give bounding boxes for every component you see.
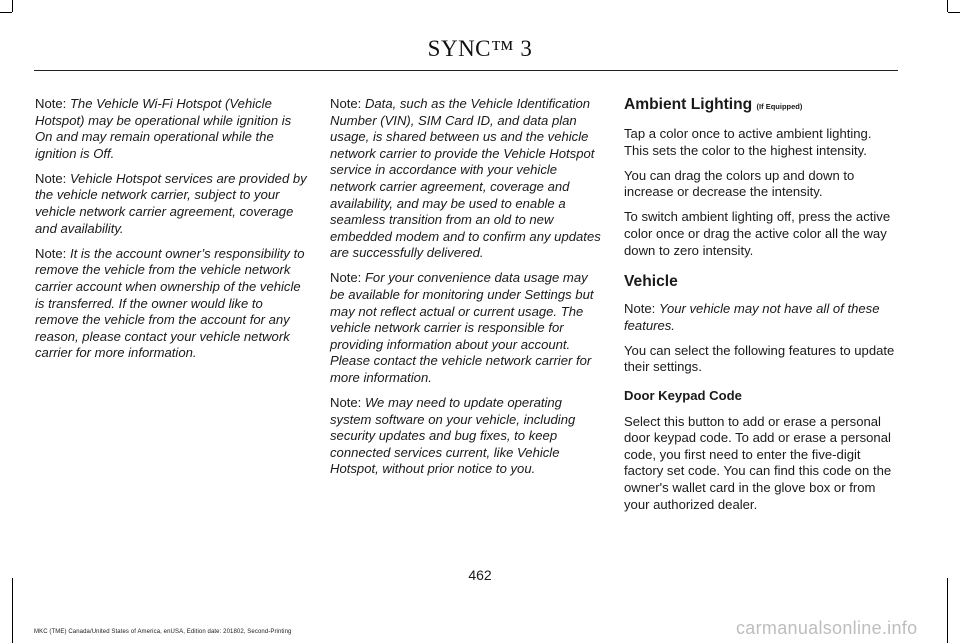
body-paragraph: Select this button to add or erase a personal door keypad code. To add or erase a personal code, you first need to enter the five-digit factory set code. You can find this code on the owner's wallet card in the glove box or from your authorized dealer. [624, 413, 892, 512]
note-text: For your convenience data usage may be available for monitoring under Settings but may not reflect actual or current usage. The vehicle network carrier is responsible for providing information about your account. Please contact the vehicle network carrier for more information. [330, 270, 594, 385]
note-text: Data, such as the Vehicle Identification Number (VIN), SIM Card ID, and data plan usage, is shared between us and the vehicle network carrier to provide the Vehicle Hotspot service in accordance with your vehicle network carrier agreement, coverage and availability, and may be used to enable a seamless transition from an old to new embedded modem and to confirm any updates are successfully delivered. [330, 96, 601, 261]
header-divider [34, 70, 898, 71]
body-paragraph: Tap a color once to active ambient lighting. This sets the color to the highest intensity. [624, 126, 872, 158]
if-equipped-label: (If Equipped) [756, 102, 803, 111]
crop-mark [12, 0, 13, 12]
column-2 [330, 96, 602, 487]
note-paragraph [330, 270, 602, 386]
note-text: We may need to update operating system software on your vehicle, including security updates and bug fixes, to keep connected services current, like Vehicle Hotspot, without prior notice to you. [330, 395, 576, 477]
page-number: 462 [468, 567, 492, 583]
footer-edition-info: MKC (TME) Canada/United States of America, enUSA, Edition date: 201802, Second-Printing [34, 629, 292, 635]
note-text: The Vehicle Wi-Fi Hotspot (Vehicle Hotspot) may be operational while ignition is On and may remain operational while the ignition is Off. [35, 96, 292, 161]
note-text: Vehicle Hotspot services are provided by the vehicle network carrier, subject to your vehicle network carrier agreement, coverage and availability. [35, 170, 307, 236]
note-label: Note: [330, 395, 362, 411]
page-title: SYNC™ 3 [427, 36, 533, 61]
crop-mark [0, 12, 12, 13]
watermark: carmanualsonline.info [736, 618, 918, 638]
body-paragraph: You can select the following features to update their settings. [624, 342, 895, 375]
column-1 [35, 96, 307, 370]
note-label: Note: [35, 245, 67, 261]
body-paragraph: To switch ambient lighting off, press the active color once or drag the active color all the way down to zero intensity. [624, 209, 891, 258]
note-text: It is the account owner’s responsibility to remove the vehicle from the vehicle network carrier account when ownership of the vehicle is transferred. If the owner would like to remove the vehicle from the account for any reason, please contact your vehicle network carrier for more information. [35, 245, 305, 361]
note-paragraph [35, 96, 307, 162]
note-label: Note: [624, 301, 656, 317]
note-paragraph [624, 301, 896, 334]
note-label: Note: [330, 96, 362, 111]
door-keypad-heading: Door Keypad Code [624, 388, 742, 404]
ambient-lighting-heading [624, 96, 896, 116]
note-paragraph [35, 246, 307, 362]
note-text: Your vehicle may not have all of these features. [624, 301, 880, 333]
note-label: Note: [330, 270, 362, 286]
crop-mark [12, 578, 13, 643]
body-paragraph: You can drag the colors up and down to increase or decrease the intensity. [624, 167, 855, 200]
vehicle-heading: Vehicle [624, 273, 678, 291]
crop-mark [948, 12, 960, 13]
note-paragraph [330, 96, 602, 262]
crop-mark [947, 578, 948, 643]
column-3 [624, 96, 896, 522]
note-label: Note: [35, 170, 67, 186]
crop-mark [947, 0, 948, 12]
note-paragraph [330, 395, 602, 478]
note-paragraph [35, 171, 307, 237]
heading-text: Ambient Lighting [624, 96, 753, 113]
note-label: Note: [35, 96, 67, 111]
